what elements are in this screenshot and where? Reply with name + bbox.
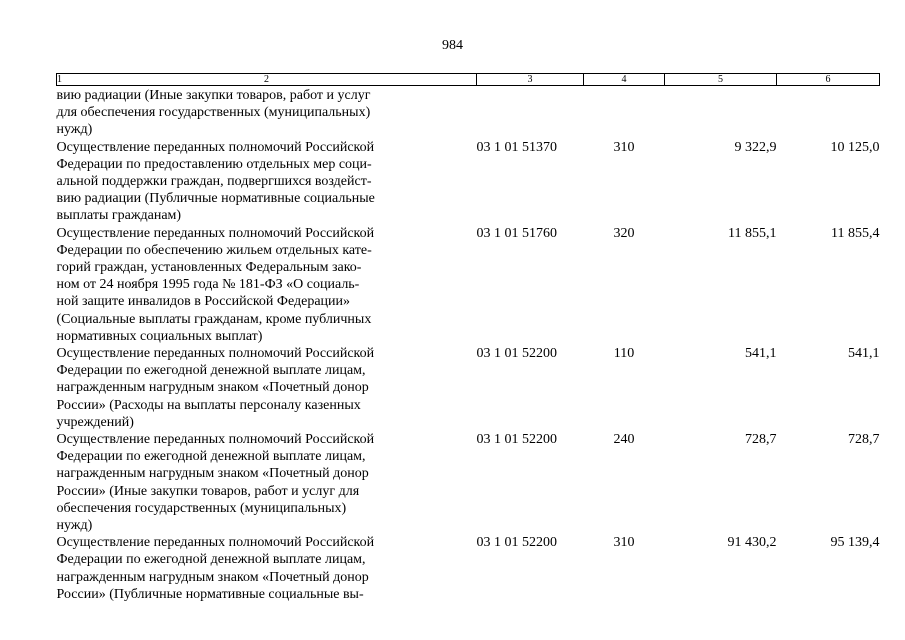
description-line: нужд) [56,122,93,138]
description-line: Федерации по ежегодной денежной выплате лицам, [56,552,366,568]
cell-type: 110 [613,346,635,362]
description-line: обеспечения государственных (муниципальных) [56,500,347,516]
description-line: России» (Публичные нормативные социальные вы- [56,586,364,602]
description-line: горий граждан, установленных Федеральным зако- [56,260,362,276]
cell-type: 310 [613,139,635,155]
cell-description [57,139,477,225]
header-col-5: 5 [665,74,777,86]
description-line: нормативных социальных выплат) [56,328,263,344]
budget-table [56,73,880,603]
cell-description [57,86,477,139]
description-line: Федерации по ежегодной денежной выплате лицам, [56,449,366,465]
header-col-2: 2 [57,74,477,86]
cell-description [57,431,477,534]
description-line: Осуществление переданных полномочий Российской [56,225,375,241]
description-line: Осуществление переданных полномочий Российской [56,432,375,448]
cell-type [584,86,665,139]
description-line: награжденным нагрудным знаком «Почетный донор [56,569,369,585]
cell-code: 03 1 01 52200 [476,535,557,551]
cell-value-2: 11 855,4 [831,225,880,241]
cell-type: 320 [613,225,635,241]
description-line: ной защите инвалидов в Российской Федерации» [56,294,351,310]
description-line: для обеспечения государственных (муниципальных) [56,105,371,121]
description-line: России» (Расходы на выплаты персоналу казенных [56,397,361,413]
table-row [57,431,880,534]
header-row: 1 2 3 4 5 6 [57,74,880,86]
cell-code: 03 1 01 51760 [476,225,557,241]
table-row [57,534,880,603]
cell-description [57,534,477,603]
description-line: Осуществление переданных полномочий Российской [56,139,375,155]
table-row [57,139,880,225]
header-col-3: 3 [477,74,584,86]
description-line: альной поддержки граждан, подвергшихся воздейст- [56,174,372,190]
header-col-4: 4 [584,74,665,86]
cell-value-1 [665,86,777,139]
description-line: Федерации по обеспечению жильем отдельных кате- [56,242,372,258]
cell-value-2: 10 125,0 [830,139,880,155]
cell-code [477,86,584,139]
cell-code: 03 1 01 51370 [476,139,557,155]
description-line: выплаты гражданам) [56,208,182,224]
cell-value-1: 91 430,2 [727,535,777,551]
cell-value-1: 11 855,1 [728,225,777,241]
cell-value-1: 541,1 [745,346,777,362]
table-row [57,345,880,431]
cell-code: 03 1 01 52200 [476,346,557,362]
page-number: 984 [442,38,463,53]
description-line: учреждений) [56,414,134,430]
cell-value-2 [777,86,880,139]
description-line: награжденным нагрудным знаком «Почетный донор [56,380,369,396]
cell-type: 240 [613,432,635,448]
table-body [57,86,880,604]
header-col-6: 6 [777,74,880,86]
cell-value-1: 728,7 [745,432,777,448]
description-line: вию радиации (Иные закупки товаров, работ и услуг [56,88,371,103]
description-line: России» (Иные закупки товаров, работ и услуг для [56,483,360,499]
description-line: Осуществление переданных полномочий Российской [56,535,375,551]
description-line: Федерации по ежегодной денежной выплате лицам, [56,363,366,379]
cell-value-2: 95 139,4 [830,535,880,551]
description-line: Федерации по предоставлению отдельных мер соци- [56,156,372,172]
table-row-continuation [57,86,880,139]
cell-type: 310 [613,535,635,551]
description-line: награжденным нагрудным знаком «Почетный донор [56,466,369,482]
description-line: нужд) [56,518,93,534]
description-line: вию радиации (Публичные нормативные социальные [56,191,375,207]
description-line: ном от 24 ноября 1995 года № 181-ФЗ «О социаль- [56,277,360,293]
cell-value-2: 728,7 [848,432,880,448]
table-header [57,74,880,86]
cell-code: 03 1 01 52200 [476,432,557,448]
cell-description [57,225,477,345]
table-row [57,225,880,345]
cell-value-2: 541,1 [848,346,880,362]
description-line: Осуществление переданных полномочий Российской [56,346,375,362]
cell-value-1: 9 322,9 [734,139,777,155]
cell-description [57,345,477,431]
description-line: (Социальные выплаты гражданам, кроме публичных [56,311,372,327]
